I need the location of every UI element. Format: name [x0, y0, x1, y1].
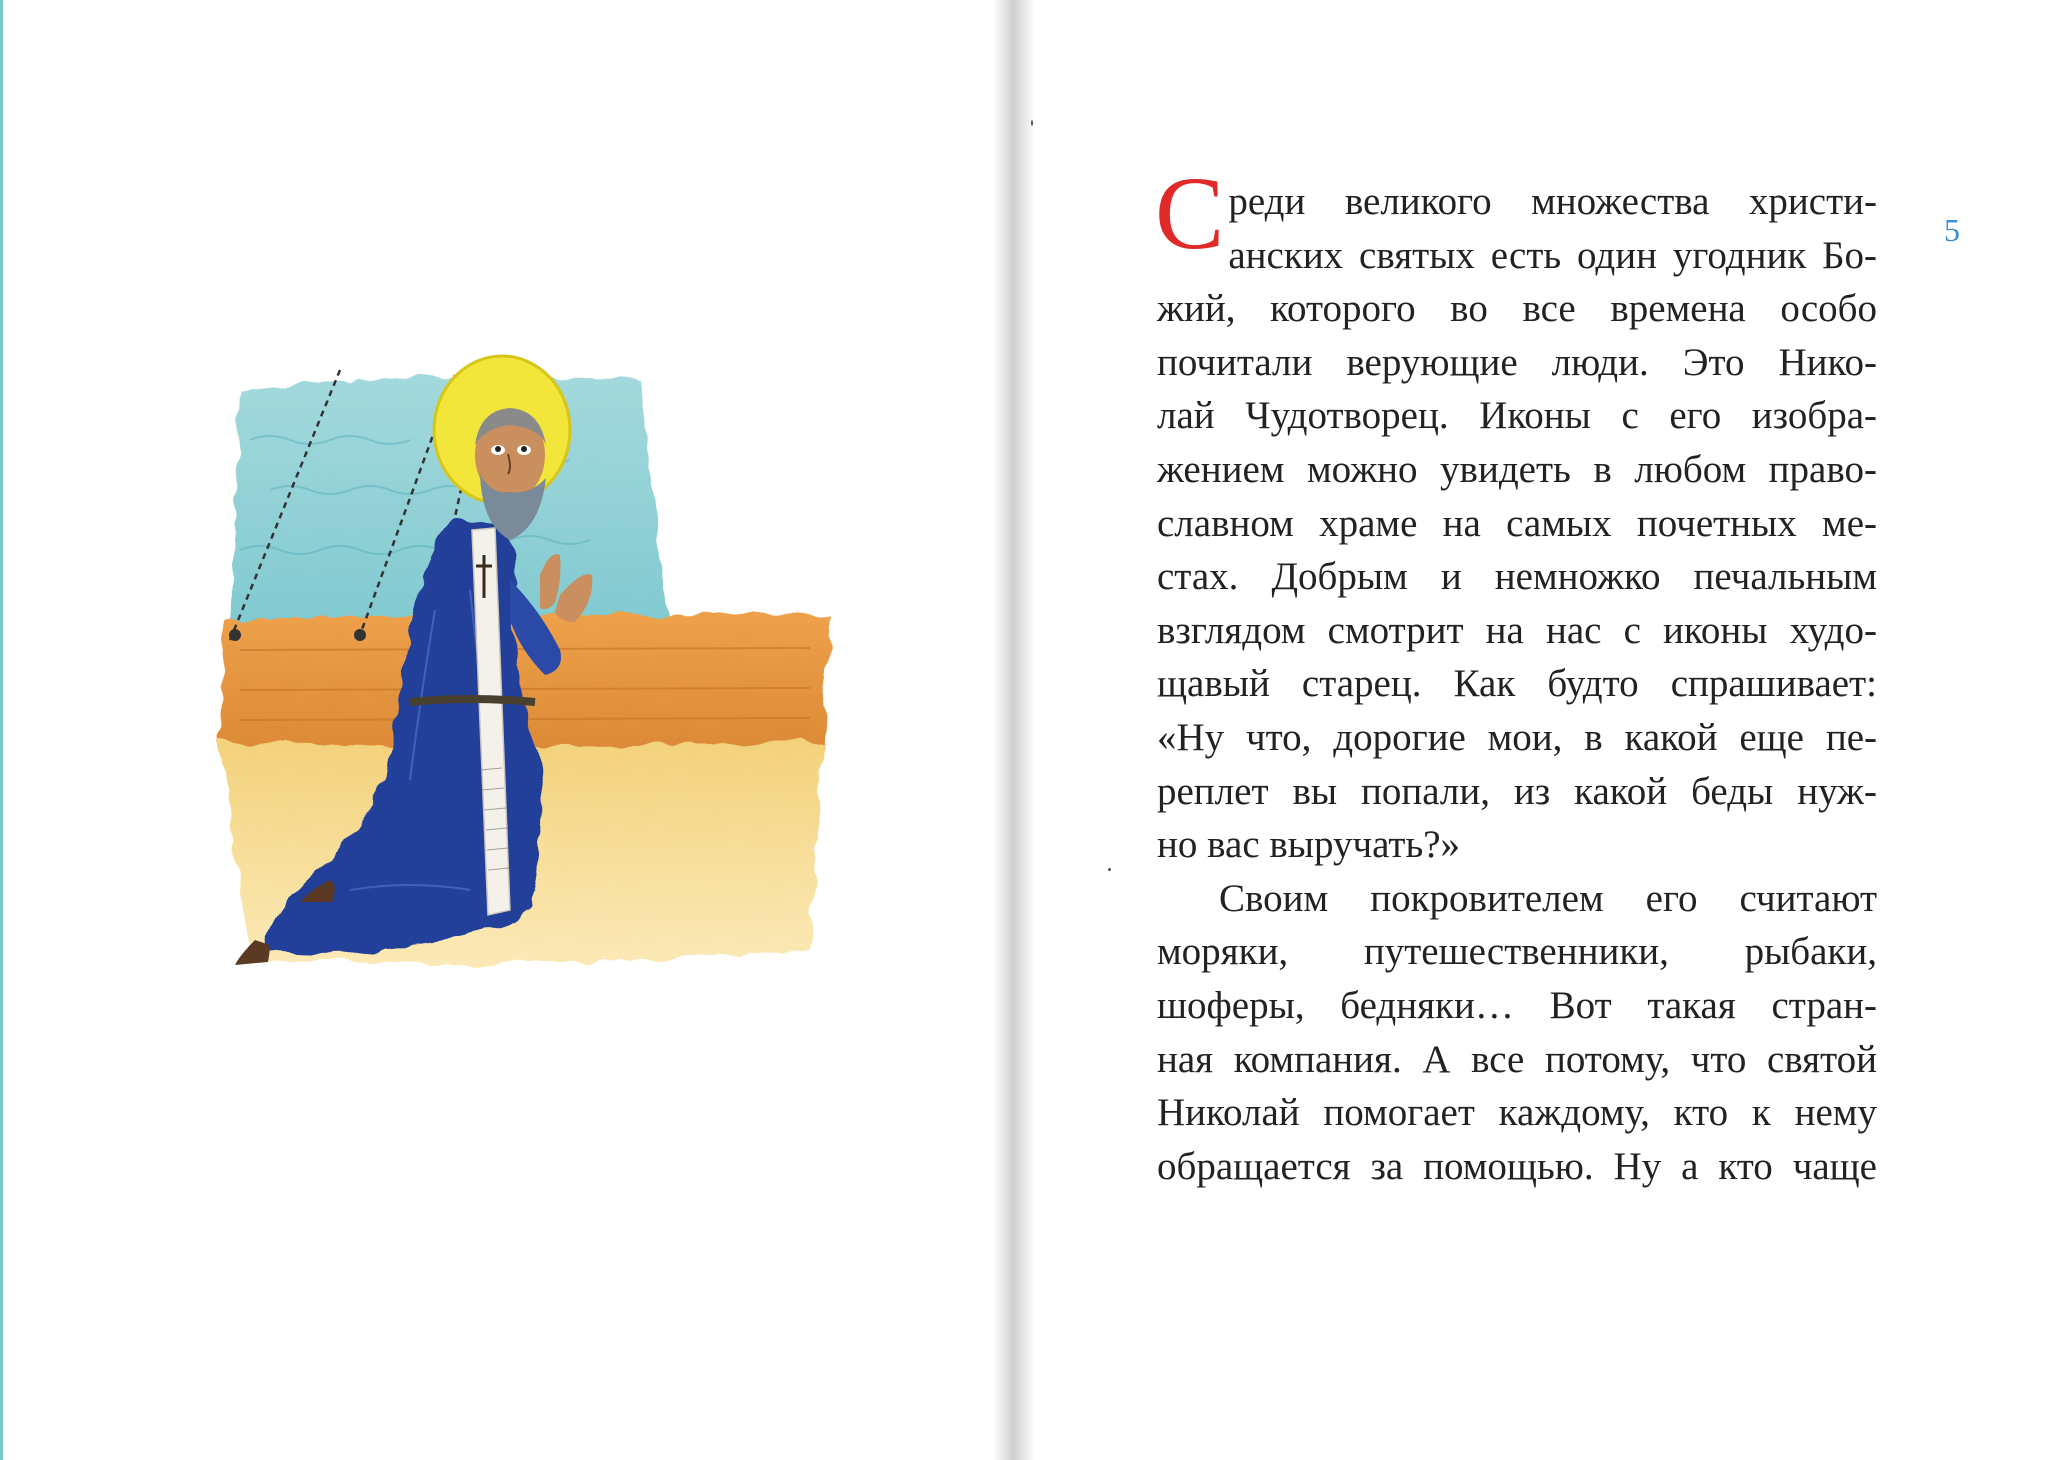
- text-line: Николай помогает каждому, кто к нему: [1157, 1091, 1877, 1135]
- text-line: но вас выручать?»: [1157, 823, 1461, 867]
- gutter-shadow: [993, 0, 1033, 1460]
- page-number: 5: [1944, 212, 1960, 248]
- text-line: ная компания. А все потому, что святой: [1157, 1037, 1877, 1081]
- text-line: взглядом смотрит на нас с иконы худо-: [1157, 608, 1877, 652]
- text-line: реди великого множества христи-: [1228, 180, 1877, 223]
- scan-speck: [1108, 868, 1111, 871]
- body-text: [1155, 156, 1877, 1193]
- text-line: жением можно увидеть в любом право-: [1157, 447, 1877, 491]
- saint-illustration: [210, 350, 850, 980]
- text-line: реплет вы попали, из какой беды нуж-: [1157, 769, 1877, 813]
- text-line: Своим покровителем его считают: [1219, 876, 1877, 920]
- scan-speck: [1031, 120, 1033, 126]
- drop-cap: С: [1155, 156, 1225, 271]
- text-line: анских святых есть один угодник Бо-: [1228, 233, 1877, 277]
- text-line: почитали верующие люди. Это Нико-: [1157, 340, 1877, 384]
- text-line: жий, которого во все времена особо: [1157, 287, 1877, 331]
- text-line: «Ну что, дорогие мои, в какой еще пе-: [1157, 715, 1877, 759]
- paragraph-1: [1155, 156, 1877, 872]
- text-line: моряки, путешественники, рыбаки,: [1157, 930, 1877, 974]
- text-line: славном храме на самых почетных ме-: [1157, 501, 1877, 545]
- text-line: лай Чудотворец. Иконы с его изобра-: [1157, 394, 1877, 438]
- text-line: стах. Добрым и немножко печальным: [1157, 555, 1877, 599]
- paragraph-2: [1157, 872, 1877, 1194]
- text-line: обращается за помощью. Ну а кто чаще: [1157, 1144, 1877, 1188]
- text-line: шоферы, бедняки… Вот такая стран-: [1157, 983, 1877, 1027]
- text-line: щавый старец. Как будто спрашивает:: [1157, 662, 1877, 706]
